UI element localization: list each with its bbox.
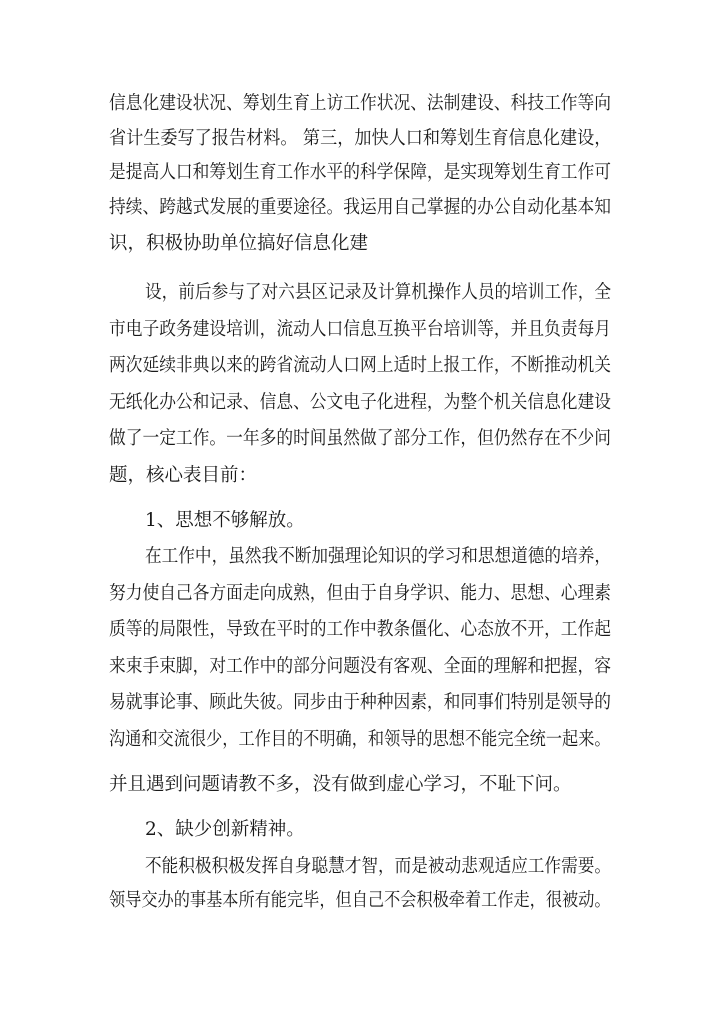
text-line: 努力使自己各方面走向成熟，但由于自身学识、能力、思想、心理素	[109, 583, 612, 604]
text-line: 省计生委写了报告材料。 第三，加快人口和筹划生育信息化建设，	[109, 128, 612, 149]
text-line: 是提高人口和筹划生育工作水平的科学保障，是实现筹划生育工作可	[109, 162, 612, 183]
section-heading: 1、思想不够解放。	[145, 510, 305, 531]
text-line: 做了一定工作。一年多的时间虽然做了部分工作，但仍然存在不少问	[109, 428, 612, 449]
text-line: 在工作中，虽然我不断加强理论知识的学习和思想道德的培养，	[145, 546, 612, 567]
text-line: 市电子政务建设培训，流动人口信息互换平台培训等，并且负责每月	[109, 319, 612, 340]
text-line: 持续、跨越式发展的重要途径。我运用自己掌握的办公自动化基本知	[109, 197, 612, 218]
text-line: 领导交办的事基本所有能完毕，但自己不会积极牵着工作走，很被动。	[109, 890, 611, 911]
text-line: 质等的局限性，导致在平时的工作中教条僵化、心态放不开，工作起	[109, 619, 612, 640]
text-line: 识，积极协助单位搞好信息化建	[109, 233, 369, 254]
text-line: 沟通和交流很少，工作目的不明确，和领导的思想不能完全统一起来。	[109, 729, 611, 750]
text-line: 题，核心表目前：	[109, 465, 258, 486]
text-line: 设，前后参与了对六县区记录及计算机操作人员的培训工作，全	[145, 282, 612, 303]
section-heading: 2、缺少创新精神。	[145, 819, 305, 840]
text-line: 易就事论事、顾此失彼。同步由于种种因素，和同事们特别是领导的	[109, 692, 612, 713]
text-line: 来束手束脚，对工作中的部分问题没有客观、全面的理解和把握，容	[109, 656, 612, 677]
text-line: 无纸化办公和记录、信息、公文电子化进程，为整个机关信息化建设	[109, 392, 612, 413]
text-line: 信息化建设状况、筹划生育上访工作状况、法制建设、科技工作等向	[109, 93, 612, 114]
text-line: 并且遇到问题请教不多，没有做到虚心学习，不耻下问。	[109, 774, 572, 795]
text-line: 不能积极积极发挥自身聪慧才智，而是被动悲观适应工作需要。	[145, 856, 612, 877]
text-line: 两次延续非典以来的跨省流动人口网上适时上报工作，不断推动机关	[109, 355, 612, 376]
